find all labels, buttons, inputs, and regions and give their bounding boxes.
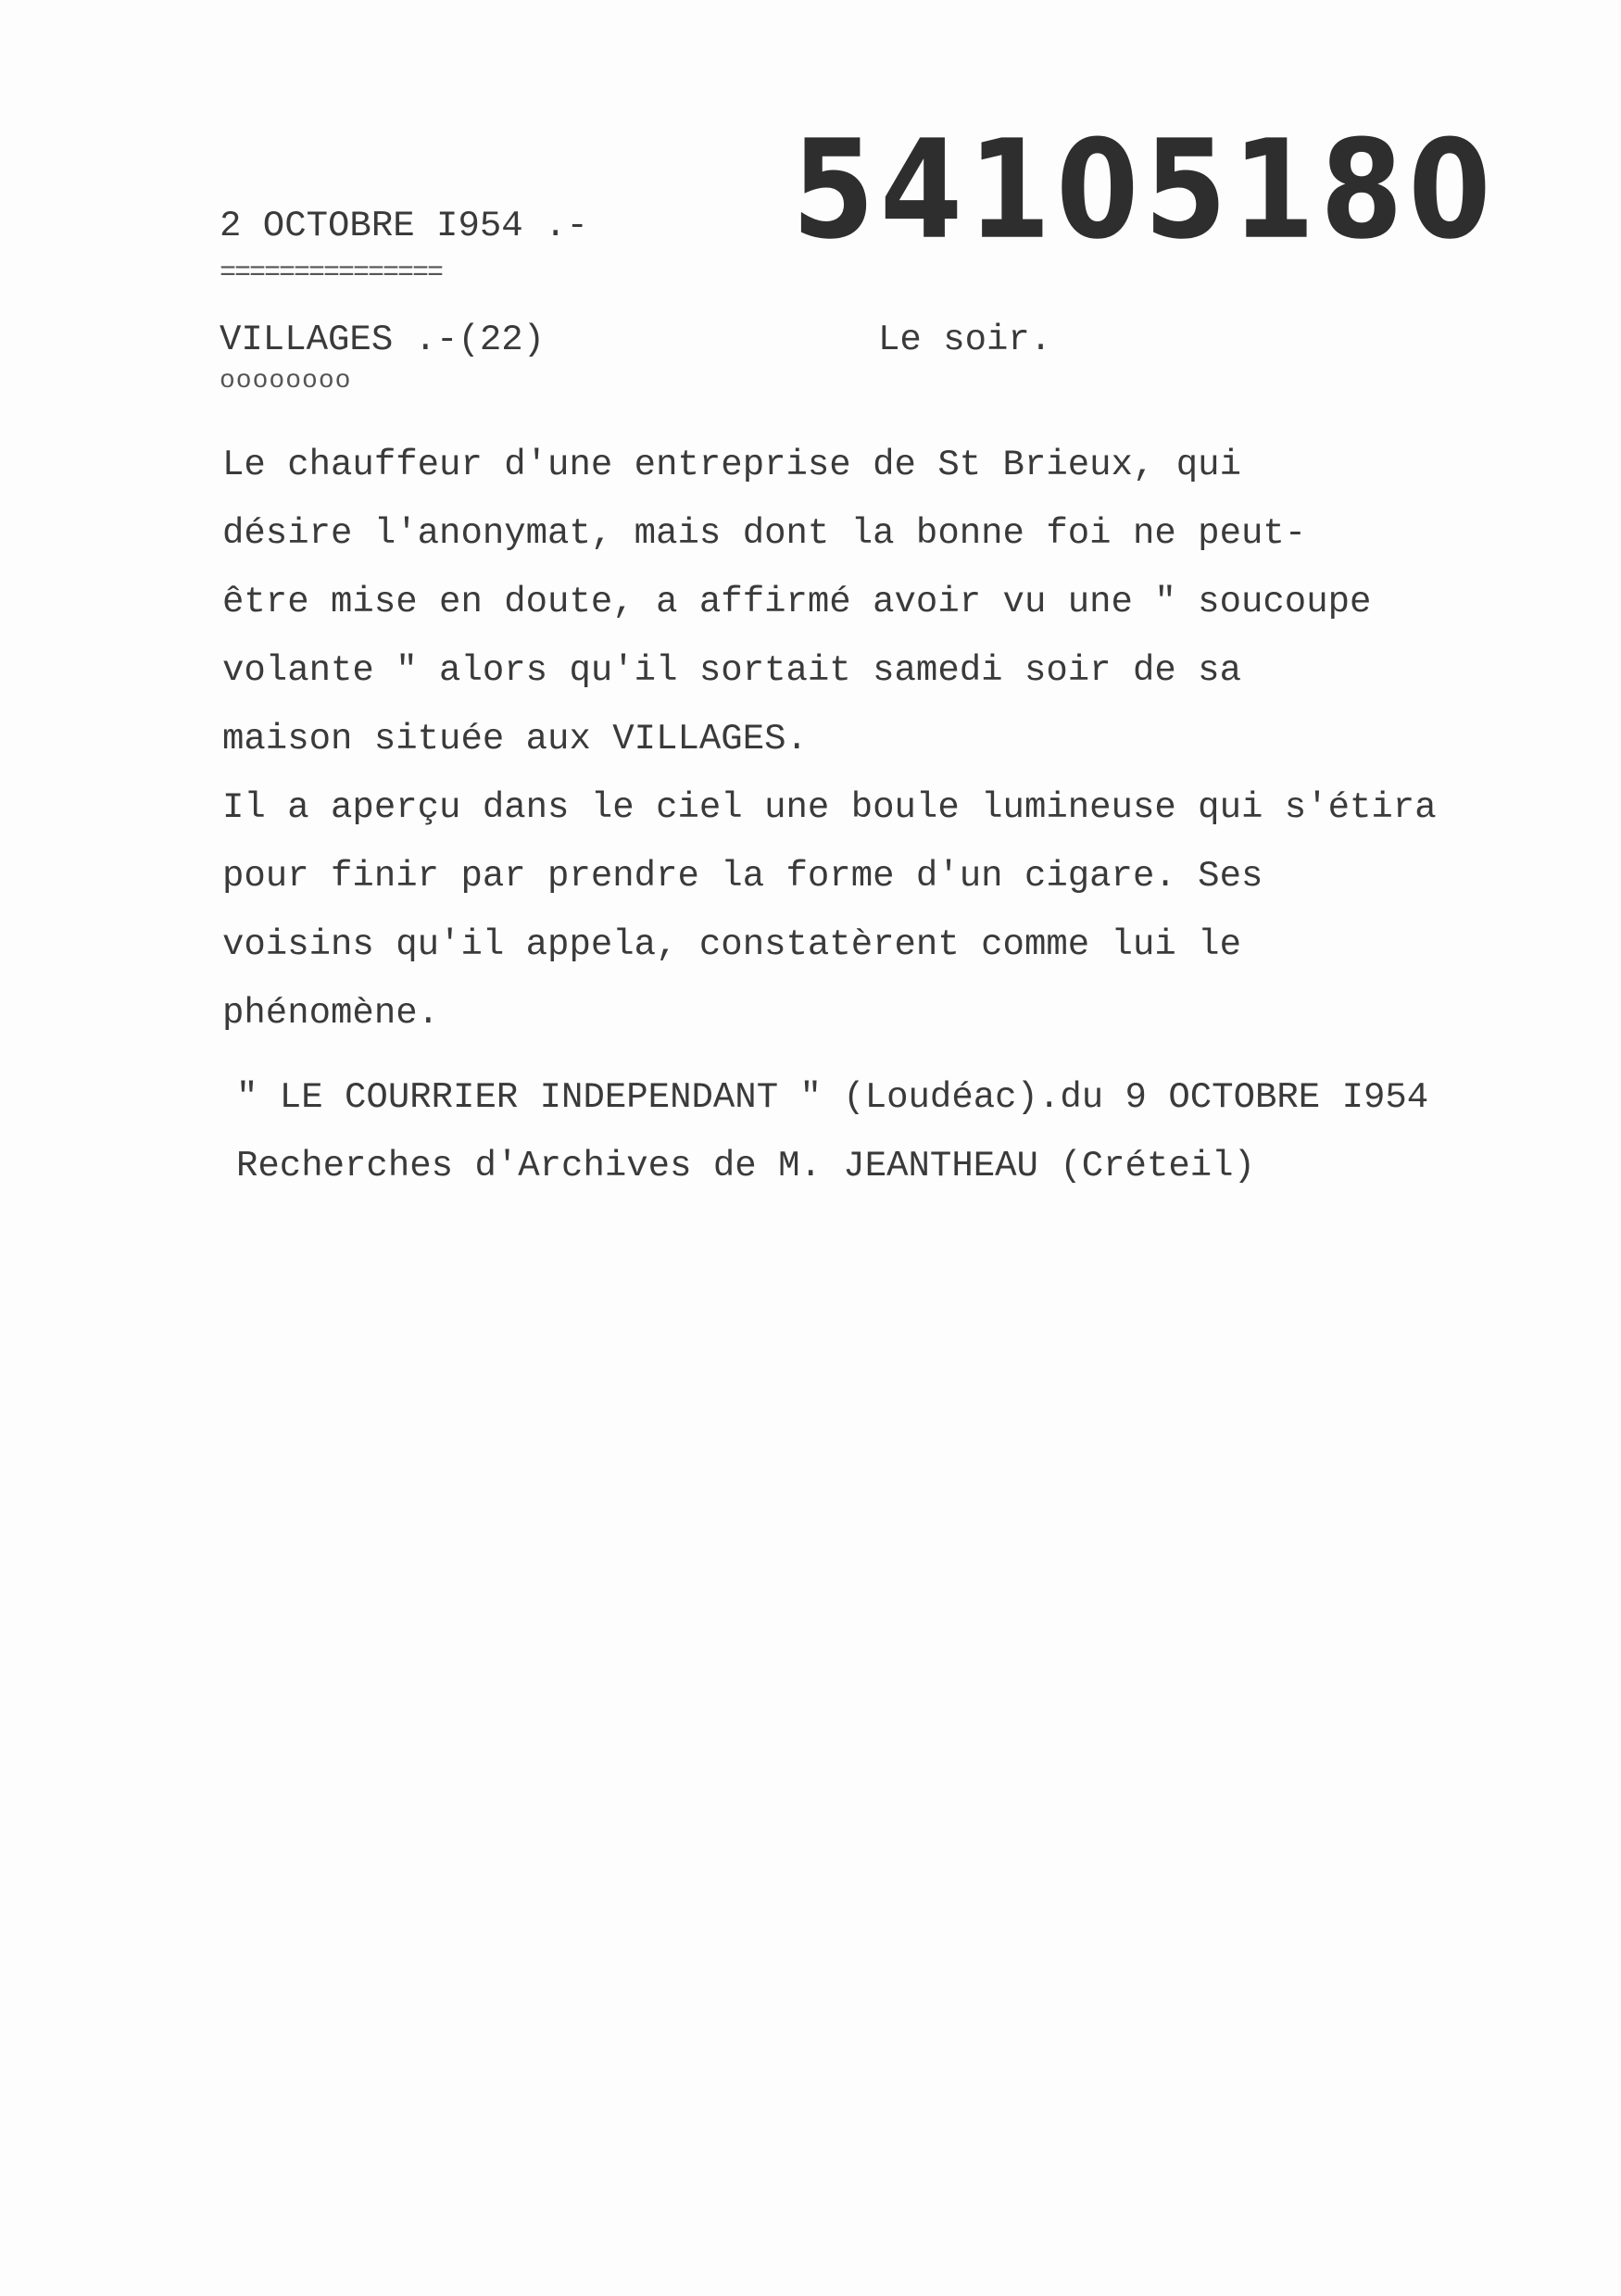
- body-line: maison située aux VILLAGES.: [222, 719, 808, 759]
- date-underline: ===============: [220, 257, 443, 289]
- body-line: voisins qu'il appela, constatèrent comme lui le: [222, 924, 1241, 965]
- archive-research-credit: Recherches d'Archives de M. JEANTHEAU (Créteil): [236, 1146, 1255, 1186]
- body-line: volante " alors qu'il sortait samedi soir de sa: [222, 650, 1241, 691]
- body-line: désire l'anonymat, mais dont la bonne foi ne peut-: [222, 513, 1307, 554]
- location-underline: oooooooo: [220, 367, 352, 395]
- body-line: pour finir par prendre la forme d'un cigare. Ses: [222, 856, 1263, 897]
- report-location: VILLAGES .-(22): [220, 320, 546, 360]
- body-line: Il a aperçu dans le ciel une boule lumineuse qui s'étira: [222, 787, 1437, 828]
- body-line: phénomène.: [222, 993, 440, 1034]
- body-line: Le chauffeur d'une entreprise de St Brieux, qui: [222, 445, 1241, 485]
- time-of-day: Le soir.: [878, 320, 1052, 360]
- newspaper-source: " LE COURRIER INDEPENDANT " (Loudéac).du 9 OCTOBRE I954: [236, 1077, 1429, 1118]
- report-date: 2 OCTOBRE I954 .-: [220, 206, 588, 246]
- source-citation: [236, 1063, 1598, 1200]
- archive-number-stamp: 54105180: [792, 111, 1497, 270]
- report-body: [222, 431, 1602, 1048]
- body-line: être mise en doute, a affirmé avoir vu une " soucoupe: [222, 582, 1372, 622]
